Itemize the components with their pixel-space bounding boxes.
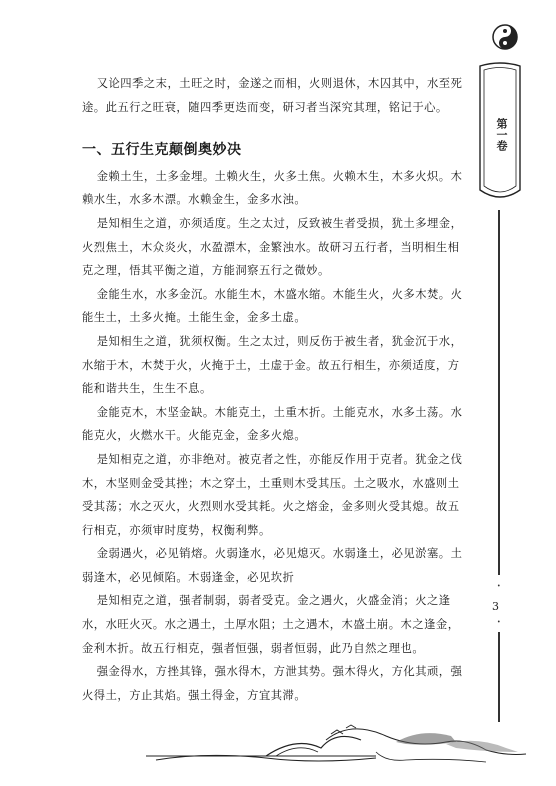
paragraph: 金赖土生，土多金埋。土赖火生，火多土焦。火赖木生，木多火炽。木赖水生，水多木漂。水赖金生，金多水浊。: [82, 169, 463, 207]
section-heading: 一、五行生克颠倒奥妙决: [82, 142, 242, 159]
chapter-label: 第一卷: [495, 118, 508, 151]
paragraph: 是知相克之道，强者制弱，弱者受克。金之遇火，火盛金消；火之逢水，水旺火灭。水之遇土，土厚水阻；土之遇木，木盛土崩。木之逢金，金利木折。故五行相克，强者恒强，弱者恒弱，此乃自然之理也。: [82, 594, 460, 655]
page-number: 3: [492, 600, 499, 613]
paragraph: 是知相克之道，亦非绝对。被克者之性，亦能反作用于克者。犹金之伐木，木坚则金受其挫；木之穿土，土重则木受其压。土之吸水，水盛则土受其荡；水之灭火，火烈则水受其耗。火之熔金，金多则火受其熄。故五行相克，亦须审时度势，权衡利弊。: [82, 452, 463, 537]
yin-yang-icon: [492, 24, 518, 50]
margin-rule-lower: [498, 632, 500, 722]
paragraph: 是知相生之道，亦须适度。生之太过，反致被生者受损，犹土多埋金，火烈焦土，木众炎火，水盈漂木，金繁浊水。故研习五行者，当明相生相克之理，悟其平衡之道，方能洞察五行之微妙。: [82, 216, 463, 278]
wave-mountain-ornament: [146, 722, 546, 774]
paragraph: 强金得水，方挫其锋，强水得木，方泄其势。强木得火，方化其顽，强火得土，方止其焰。强土得金，方宜其滞。: [82, 665, 463, 702]
paragraph: 金弱遇火，必见销熔。火弱逢水，必见熄灭。水弱逢土，必见淤塞。土弱逢木，必见倾陷。木弱逢金，必见坎折: [82, 547, 463, 584]
paragraph: 金能克木，木坚金缺。木能克土，土重木折。土能克水，水多土荡。水能克火，火燃水干。火能克金，金多火熄。: [82, 405, 463, 443]
paragraph-intro: 又论四季之末，土旺之时，金遂之而相，火则退休，木囚其中，水至死途。此五行之旺衰，随四季更迭而变，研习者当深究其理，铭记于心。: [82, 77, 463, 114]
dot-separator-top: •: [497, 583, 501, 590]
dot-separator-bottom: •: [497, 619, 501, 626]
paragraph: 金能生水，水多金沉。水能生木，木盛水缩。木能生火，火多木焚。火能生土，土多火掩。土能生金，金多土虚。: [82, 287, 463, 325]
margin-rule-upper: [498, 210, 500, 575]
paragraph: 是知相生之道，犹须权衡。生之太过，则反伤于被生者，犹金沉于水，水缩于木，木焚于火，火掩于土，土虚于金。故五行相生，亦须适度，方能和谐共生，生生不息。: [82, 334, 463, 396]
body-text: [82, 72, 470, 707]
